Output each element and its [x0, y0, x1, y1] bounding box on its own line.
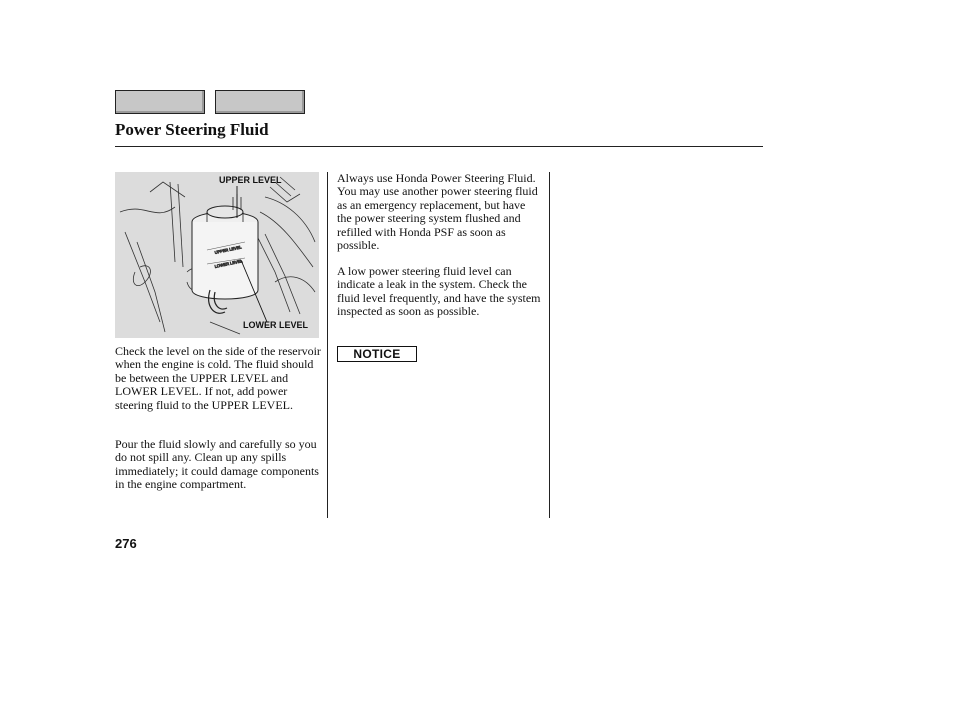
check-level-paragraph: Check the level on the side of the reservoir when the engine is cold. The fluid should be between the UPPER LEVEL and LOWER LEVEL. If not, add power steering fluid to the UPPER LEVEL. — [115, 344, 321, 412]
pour-slowly-paragraph: Pour the fluid slowly and carefully so you do not spill any. Clean up any spills immediately; it could damage components in the engine compartment. — [115, 437, 319, 492]
tab-left[interactable] — [115, 90, 205, 114]
honda-psf-paragraph: Always use Honda Power Steering Fluid. You may use another power steering fluid as an emergency replacement, but have the power steering system flushed and refilled with Honda PSF as soon as possible. — [337, 171, 538, 253]
upper-level-label: UPPER LEVEL — [219, 175, 282, 185]
svg-text:LOWER LEVEL: LOWER LEVEL — [214, 258, 243, 269]
reservoir-illustration — [115, 172, 319, 338]
column-divider-1 — [327, 172, 328, 518]
lower-level-label: LOWER LEVEL — [243, 320, 308, 330]
title-rule — [115, 146, 763, 147]
svg-text:UPPER LEVEL: UPPER LEVEL — [214, 244, 242, 255]
engine-drawing — [115, 172, 319, 338]
column-divider-2 — [549, 172, 550, 518]
tab-right[interactable] — [215, 90, 305, 114]
notice-badge: NOTICE — [337, 346, 417, 362]
low-level-paragraph: A low power steering fluid level can indicate a leak in the system. Check the fluid level frequently, and have the system inspected as soon as possible. — [337, 264, 541, 319]
page-title: Power Steering Fluid — [115, 120, 269, 139]
page-number: 276 — [115, 536, 137, 551]
